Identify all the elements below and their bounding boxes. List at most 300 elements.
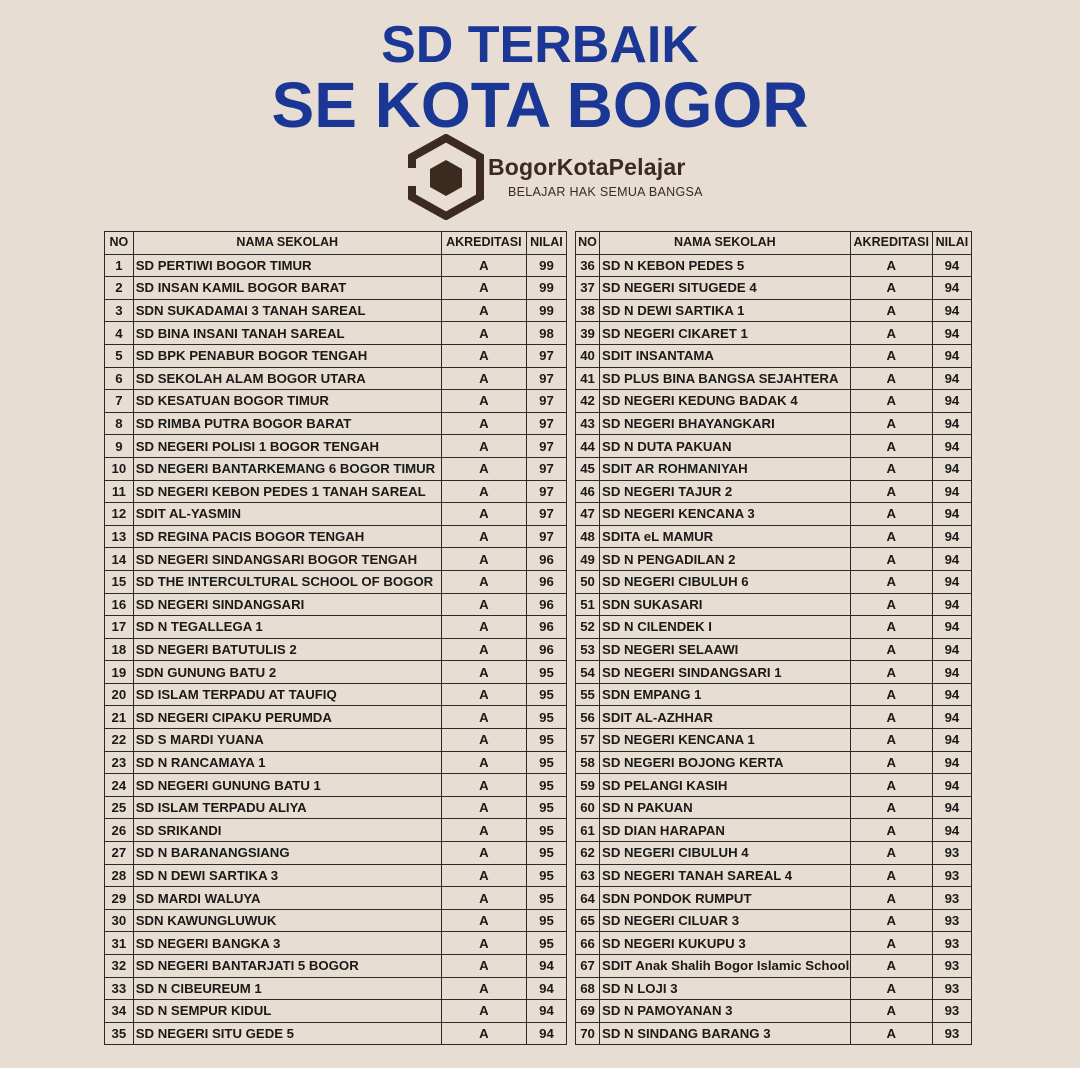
score-value: 94 <box>932 638 971 661</box>
rank-number: 49 <box>576 548 600 571</box>
score-value: 94 <box>932 683 971 706</box>
school-name: SD BINA INSANI TANAH SAREAL <box>133 322 441 345</box>
score-value: 95 <box>526 751 566 774</box>
column-header-accreditation: AKREDITASI <box>850 232 932 255</box>
table-row <box>105 1000 567 1023</box>
school-name: SD NEGERI GUNUNG BATU 1 <box>133 774 441 797</box>
score-value: 99 <box>526 299 566 322</box>
school-name: SD NEGERI BOJONG KERTA <box>600 751 851 774</box>
rank-number: 35 <box>105 1022 134 1045</box>
brand-logo <box>408 134 708 220</box>
table-row <box>105 955 567 978</box>
score-value: 94 <box>932 661 971 684</box>
rank-number: 51 <box>576 593 600 616</box>
table-row <box>105 435 567 458</box>
school-name: SD NEGERI BANGKA 3 <box>133 932 441 955</box>
school-name: SDIT Anak Shalih Bogor Islamic School <box>600 955 851 978</box>
score-value: 95 <box>526 909 566 932</box>
rank-number: 68 <box>576 977 600 1000</box>
rank-number: 69 <box>576 1000 600 1023</box>
rank-number: 48 <box>576 525 600 548</box>
score-value: 94 <box>932 412 971 435</box>
score-value: 97 <box>526 503 566 526</box>
table-row <box>105 390 567 413</box>
accreditation-value: A <box>441 503 526 526</box>
table-row <box>576 435 972 458</box>
accreditation-value: A <box>850 1000 932 1023</box>
score-value: 97 <box>526 367 566 390</box>
score-value: 97 <box>526 412 566 435</box>
school-name: SD RIMBA PUTRA BOGOR BARAT <box>133 412 441 435</box>
school-name: SD N TEGALLEGA 1 <box>133 616 441 639</box>
table-row <box>105 706 567 729</box>
table-row <box>576 932 972 955</box>
table-row <box>105 864 567 887</box>
score-value: 95 <box>526 864 566 887</box>
school-name: SD MARDI WALUYA <box>133 887 441 910</box>
score-value: 95 <box>526 819 566 842</box>
rank-number: 58 <box>576 751 600 774</box>
rank-number: 13 <box>105 525 134 548</box>
table-row <box>105 729 567 752</box>
rank-number: 65 <box>576 909 600 932</box>
accreditation-value: A <box>850 932 932 955</box>
accreditation-value: A <box>850 480 932 503</box>
school-name: SDIT INSANTAMA <box>600 344 851 367</box>
rank-number: 59 <box>576 774 600 797</box>
rank-number: 34 <box>105 1000 134 1023</box>
rank-number: 38 <box>576 299 600 322</box>
rank-number: 44 <box>576 435 600 458</box>
score-value: 96 <box>526 616 566 639</box>
rank-number: 26 <box>105 819 134 842</box>
school-name: SD DIAN HARAPAN <box>600 819 851 842</box>
accreditation-value: A <box>441 435 526 458</box>
school-name: SD N DEWI SARTIKA 1 <box>600 299 851 322</box>
rank-number: 57 <box>576 729 600 752</box>
accreditation-value: A <box>850 570 932 593</box>
school-name: SD NEGERI KUKUPU 3 <box>600 932 851 955</box>
score-value: 99 <box>526 254 566 277</box>
table-row <box>576 457 972 480</box>
table-row <box>105 503 567 526</box>
score-value: 93 <box>932 1000 971 1023</box>
table-row <box>576 616 972 639</box>
accreditation-value: A <box>850 1022 932 1045</box>
school-name: SD NEGERI SINDANGSARI BOGOR TENGAH <box>133 548 441 571</box>
school-name: SDIT AL-YASMIN <box>133 503 441 526</box>
accreditation-value: A <box>441 344 526 367</box>
school-name: SD PLUS BINA BANGSA SEJAHTERA <box>600 367 851 390</box>
school-name: SD NEGERI SITUGEDE 4 <box>600 277 851 300</box>
school-name: SD BPK PENABUR BOGOR TENGAH <box>133 344 441 367</box>
rank-number: 3 <box>105 299 134 322</box>
table-row <box>576 955 972 978</box>
accreditation-value: A <box>850 548 932 571</box>
accreditation-value: A <box>441 525 526 548</box>
school-name: SD N CIBEUREUM 1 <box>133 977 441 1000</box>
school-name: SD NEGERI CIBULUH 4 <box>600 842 851 865</box>
school-name: SD S MARDI YUANA <box>133 729 441 752</box>
accreditation-value: A <box>850 435 932 458</box>
school-name: SD N DEWI SARTIKA 3 <box>133 864 441 887</box>
school-name: SD NEGERI CIPAKU PERUMDA <box>133 706 441 729</box>
rank-number: 7 <box>105 390 134 413</box>
score-value: 93 <box>932 955 971 978</box>
table-row <box>576 796 972 819</box>
score-value: 94 <box>932 796 971 819</box>
rank-number: 36 <box>576 254 600 277</box>
accreditation-value: A <box>441 864 526 887</box>
table-row <box>105 254 567 277</box>
school-name: SD NEGERI CILUAR 3 <box>600 909 851 932</box>
school-name: SD NEGERI BHAYANGKARI <box>600 412 851 435</box>
rank-number: 23 <box>105 751 134 774</box>
score-value: 95 <box>526 661 566 684</box>
rank-number: 53 <box>576 638 600 661</box>
school-name: SDIT AR ROHMANIYAH <box>600 457 851 480</box>
score-value: 93 <box>932 909 971 932</box>
table-row <box>576 887 972 910</box>
score-value: 97 <box>526 390 566 413</box>
score-value: 95 <box>526 887 566 910</box>
table-row <box>105 661 567 684</box>
school-name: SDN SUKASARI <box>600 593 851 616</box>
rank-number: 25 <box>105 796 134 819</box>
table-row <box>576 570 972 593</box>
rank-number: 47 <box>576 503 600 526</box>
school-name: SDN PONDOK RUMPUT <box>600 887 851 910</box>
accreditation-value: A <box>850 367 932 390</box>
rank-number: 50 <box>576 570 600 593</box>
table-row <box>105 412 567 435</box>
rank-number: 42 <box>576 390 600 413</box>
rank-number: 39 <box>576 322 600 345</box>
accreditation-value: A <box>441 887 526 910</box>
school-name: SDN KAWUNGLUWUK <box>133 909 441 932</box>
score-value: 95 <box>526 706 566 729</box>
table-row <box>576 344 972 367</box>
school-name: SDN GUNUNG BATU 2 <box>133 661 441 684</box>
accreditation-value: A <box>850 412 932 435</box>
rank-number: 56 <box>576 706 600 729</box>
table-row <box>576 277 972 300</box>
score-value: 94 <box>526 955 566 978</box>
school-name: SDN SUKADAMAI 3 TANAH SAREAL <box>133 299 441 322</box>
accreditation-value: A <box>850 774 932 797</box>
rank-number: 52 <box>576 616 600 639</box>
school-name: SD N PENGADILAN 2 <box>600 548 851 571</box>
school-name: SDN EMPANG 1 <box>600 683 851 706</box>
rank-number: 63 <box>576 864 600 887</box>
rank-number: 11 <box>105 480 134 503</box>
score-value: 94 <box>932 435 971 458</box>
school-name: SD NEGERI KENCANA 1 <box>600 729 851 752</box>
accreditation-value: A <box>441 277 526 300</box>
school-name: SD NEGERI TAJUR 2 <box>600 480 851 503</box>
table-row <box>576 638 972 661</box>
rank-number: 24 <box>105 774 134 797</box>
accreditation-value: A <box>850 277 932 300</box>
rank-number: 33 <box>105 977 134 1000</box>
ranking-table-left <box>104 231 567 1045</box>
table-row <box>105 683 567 706</box>
rank-number: 55 <box>576 683 600 706</box>
score-value: 94 <box>932 593 971 616</box>
school-name: SD THE INTERCULTURAL SCHOOL OF BOGOR <box>133 570 441 593</box>
table-row <box>105 932 567 955</box>
school-name: SD NEGERI KEDUNG BADAK 4 <box>600 390 851 413</box>
table-row <box>576 412 972 435</box>
score-value: 95 <box>526 729 566 752</box>
column-header-score: NILAI <box>932 232 971 255</box>
table-row <box>105 887 567 910</box>
school-name: SD N KEBON PEDES 5 <box>600 254 851 277</box>
table-row <box>576 525 972 548</box>
rank-number: 60 <box>576 796 600 819</box>
score-value: 96 <box>526 570 566 593</box>
accreditation-value: A <box>850 661 932 684</box>
accreditation-value: A <box>850 638 932 661</box>
rank-number: 62 <box>576 842 600 865</box>
score-value: 95 <box>526 796 566 819</box>
accreditation-value: A <box>441 751 526 774</box>
rank-number: 37 <box>576 277 600 300</box>
column-header-score: NILAI <box>526 232 566 255</box>
rank-number: 45 <box>576 457 600 480</box>
table-row <box>105 909 567 932</box>
table-row <box>105 774 567 797</box>
accreditation-value: A <box>441 322 526 345</box>
table-row <box>105 977 567 1000</box>
accreditation-value: A <box>850 390 932 413</box>
score-value: 93 <box>932 887 971 910</box>
accreditation-value: A <box>441 638 526 661</box>
table-row <box>105 548 567 571</box>
score-value: 97 <box>526 435 566 458</box>
rank-number: 12 <box>105 503 134 526</box>
accreditation-value: A <box>850 457 932 480</box>
accreditation-value: A <box>850 344 932 367</box>
score-value: 96 <box>526 638 566 661</box>
table-row <box>105 322 567 345</box>
table-row <box>576 322 972 345</box>
school-name: SD NEGERI BANTARKEMANG 6 BOGOR TIMUR <box>133 457 441 480</box>
school-name: SD NEGERI KEBON PEDES 1 TANAH SAREAL <box>133 480 441 503</box>
school-name: SD NEGERI SELAAWI <box>600 638 851 661</box>
score-value: 99 <box>526 277 566 300</box>
column-header-name: NAMA SEKOLAH <box>600 232 851 255</box>
accreditation-value: A <box>441 706 526 729</box>
hexagon-cube-logo-icon <box>408 134 484 220</box>
rank-number: 40 <box>576 344 600 367</box>
score-value: 97 <box>526 525 566 548</box>
school-name: SD NEGERI POLISI 1 BOGOR TENGAH <box>133 435 441 458</box>
table-row <box>576 819 972 842</box>
score-value: 94 <box>932 503 971 526</box>
table-row <box>105 367 567 390</box>
score-value: 96 <box>526 548 566 571</box>
rank-number: 9 <box>105 435 134 458</box>
accreditation-value: A <box>850 729 932 752</box>
table-row <box>576 842 972 865</box>
rank-number: 70 <box>576 1022 600 1045</box>
table-row <box>105 1022 567 1045</box>
rank-number: 5 <box>105 344 134 367</box>
score-value: 95 <box>526 932 566 955</box>
table-row <box>576 390 972 413</box>
score-value: 94 <box>932 548 971 571</box>
school-name: SD NEGERI TANAH SAREAL 4 <box>600 864 851 887</box>
school-name: SD NEGERI CIBULUH 6 <box>600 570 851 593</box>
accreditation-value: A <box>850 796 932 819</box>
school-name: SD NEGERI SINDANGSARI <box>133 593 441 616</box>
accreditation-value: A <box>441 932 526 955</box>
score-value: 94 <box>932 729 971 752</box>
rank-number: 28 <box>105 864 134 887</box>
ranking-table-right <box>575 231 972 1045</box>
table-row <box>576 1022 972 1045</box>
school-name: SD NEGERI BANTARJATI 5 BOGOR <box>133 955 441 978</box>
score-value: 96 <box>526 593 566 616</box>
school-name: SD N RANCAMAYA 1 <box>133 751 441 774</box>
rank-number: 15 <box>105 570 134 593</box>
score-value: 94 <box>526 1000 566 1023</box>
accreditation-value: A <box>850 503 932 526</box>
table-header-row <box>576 232 972 255</box>
score-value: 94 <box>932 616 971 639</box>
accreditation-value: A <box>850 322 932 345</box>
accreditation-value: A <box>850 683 932 706</box>
school-name: SD INSAN KAMIL BOGOR BARAT <box>133 277 441 300</box>
accreditation-value: A <box>441 367 526 390</box>
score-value: 94 <box>932 570 971 593</box>
table-row <box>576 367 972 390</box>
rank-number: 31 <box>105 932 134 955</box>
table-row <box>105 480 567 503</box>
accreditation-value: A <box>850 909 932 932</box>
table-row <box>576 706 972 729</box>
rank-number: 22 <box>105 729 134 752</box>
table-row <box>105 457 567 480</box>
table-row <box>576 909 972 932</box>
table-row <box>576 1000 972 1023</box>
accreditation-value: A <box>441 977 526 1000</box>
school-name: SD N PAKUAN <box>600 796 851 819</box>
rank-number: 21 <box>105 706 134 729</box>
score-value: 93 <box>932 977 971 1000</box>
school-name: SD N DUTA PAKUAN <box>600 435 851 458</box>
score-value: 95 <box>526 683 566 706</box>
school-name: SD NEGERI KENCANA 3 <box>600 503 851 526</box>
accreditation-value: A <box>850 593 932 616</box>
rank-number: 19 <box>105 661 134 684</box>
rank-number: 1 <box>105 254 134 277</box>
score-value: 94 <box>932 299 971 322</box>
table-row <box>105 593 567 616</box>
accreditation-value: A <box>441 661 526 684</box>
page-title: SD TERBAIK <box>381 16 699 74</box>
accreditation-value: A <box>441 955 526 978</box>
rank-number: 41 <box>576 367 600 390</box>
score-value: 97 <box>526 457 566 480</box>
accreditation-value: A <box>441 774 526 797</box>
rank-number: 46 <box>576 480 600 503</box>
table-row <box>105 277 567 300</box>
accreditation-value: A <box>441 616 526 639</box>
score-value: 94 <box>932 774 971 797</box>
accreditation-value: A <box>441 819 526 842</box>
score-value: 94 <box>932 706 971 729</box>
rank-number: 16 <box>105 593 134 616</box>
school-name: SD REGINA PACIS BOGOR TENGAH <box>133 525 441 548</box>
rank-number: 54 <box>576 661 600 684</box>
score-value: 94 <box>932 751 971 774</box>
accreditation-value: A <box>441 909 526 932</box>
accreditation-value: A <box>441 548 526 571</box>
rank-number: 64 <box>576 887 600 910</box>
table-row <box>576 729 972 752</box>
score-value: 94 <box>932 277 971 300</box>
accreditation-value: A <box>441 299 526 322</box>
school-name: SD N LOJI 3 <box>600 977 851 1000</box>
brand-tagline: BELAJAR HAK SEMUA BANGSA <box>508 185 703 199</box>
table-row <box>576 254 972 277</box>
rank-number: 4 <box>105 322 134 345</box>
school-name: SDIT AL-AZHHAR <box>600 706 851 729</box>
table-row <box>105 525 567 548</box>
school-name: SD PELANGI KASIH <box>600 774 851 797</box>
school-name: SD ISLAM TERPADU ALIYA <box>133 796 441 819</box>
rank-number: 20 <box>105 683 134 706</box>
accreditation-value: A <box>441 593 526 616</box>
rank-number: 67 <box>576 955 600 978</box>
table-row <box>105 842 567 865</box>
accreditation-value: A <box>850 254 932 277</box>
rank-number: 10 <box>105 457 134 480</box>
rank-number: 29 <box>105 887 134 910</box>
accreditation-value: A <box>850 887 932 910</box>
score-value: 94 <box>932 819 971 842</box>
accreditation-value: A <box>441 390 526 413</box>
accreditation-value: A <box>850 751 932 774</box>
accreditation-value: A <box>850 616 932 639</box>
score-value: 98 <box>526 322 566 345</box>
table-row <box>105 796 567 819</box>
table-row <box>576 661 972 684</box>
page-subtitle: SE KOTA BOGOR <box>271 69 809 141</box>
score-value: 94 <box>932 367 971 390</box>
school-name: SDITA eL MAMUR <box>600 525 851 548</box>
table-row <box>105 344 567 367</box>
table-row <box>576 774 972 797</box>
rank-number: 14 <box>105 548 134 571</box>
table-row <box>105 819 567 842</box>
school-name: SD PERTIWI BOGOR TIMUR <box>133 254 441 277</box>
table-row <box>576 299 972 322</box>
school-name: SD N BARANANGSIANG <box>133 842 441 865</box>
accreditation-value: A <box>850 955 932 978</box>
table-row <box>576 480 972 503</box>
brand-name: BogorKotaPelajar <box>488 154 686 180</box>
score-value: 94 <box>932 322 971 345</box>
school-name: SD ISLAM TERPADU AT TAUFIQ <box>133 683 441 706</box>
accreditation-value: A <box>850 842 932 865</box>
score-value: 94 <box>932 525 971 548</box>
score-value: 93 <box>932 932 971 955</box>
table-row <box>576 751 972 774</box>
accreditation-value: A <box>850 299 932 322</box>
